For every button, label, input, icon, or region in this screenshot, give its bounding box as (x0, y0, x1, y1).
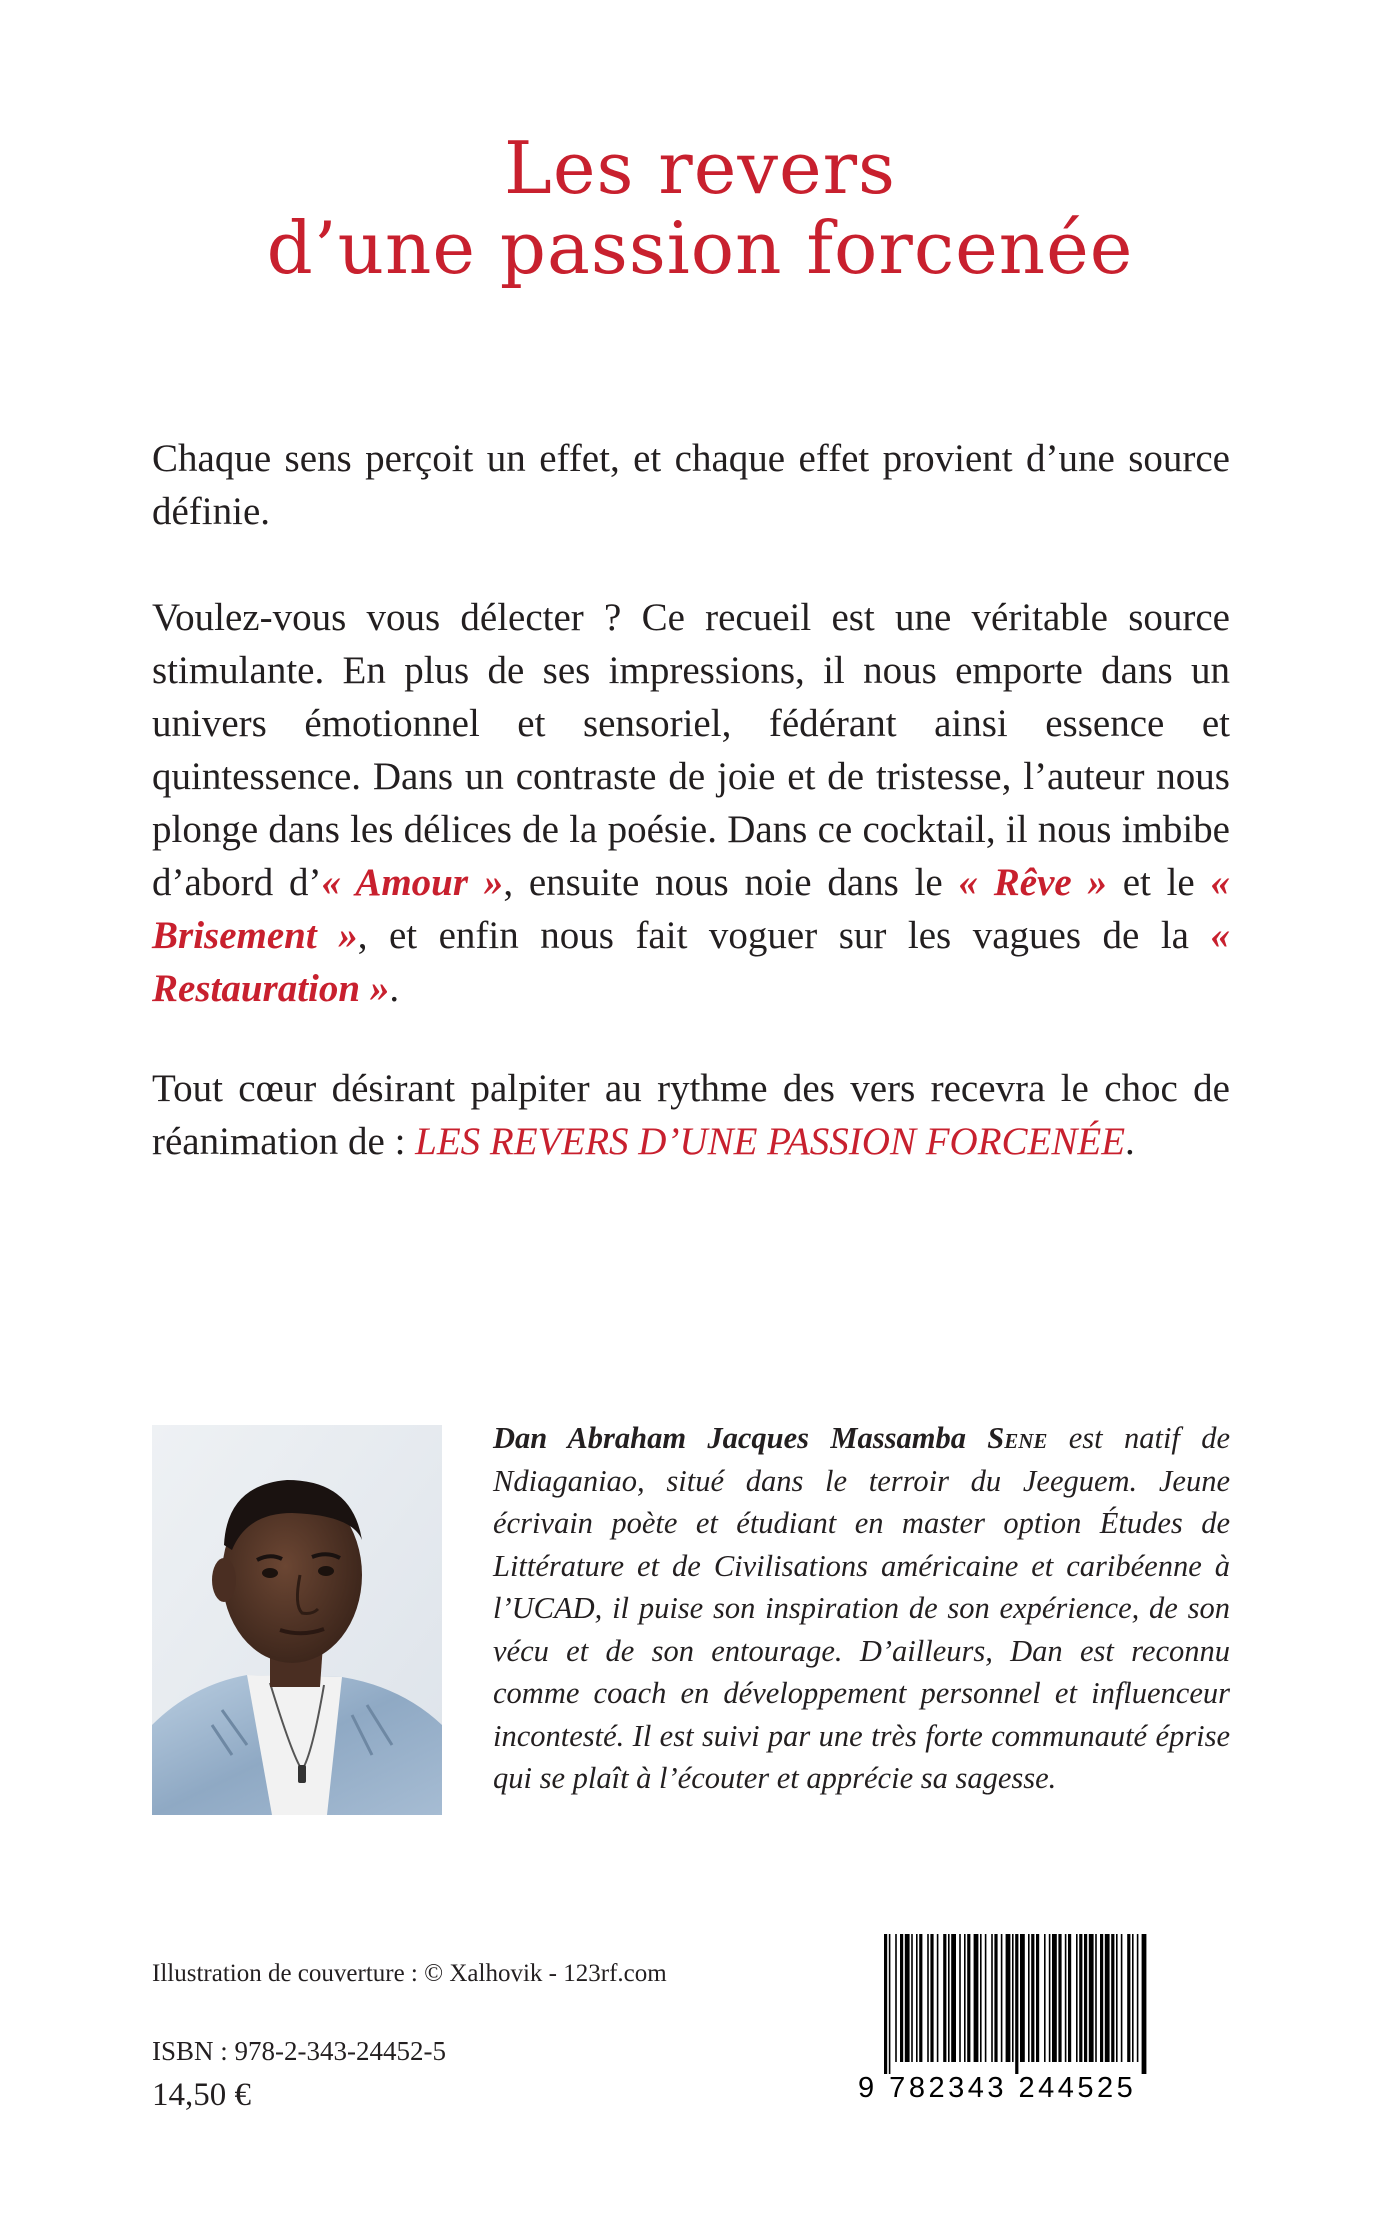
barcode-bar (1031, 1934, 1034, 2062)
barcode-bar (1084, 1934, 1087, 2062)
barcode-bar (1049, 1934, 1051, 2062)
author-photo (152, 1425, 442, 1815)
cover-credit: Illustration de couverture : © Xalhovik - 123rf.com (152, 1960, 667, 1987)
barcode-bar (930, 1934, 933, 2062)
barcode-bar (1137, 1934, 1139, 2062)
closing-text: Tout cœur désirant palpiter au rythme des vers recevra le choc de réanimation de : (152, 1067, 1230, 1163)
barcode-bars (858, 1934, 1230, 2074)
barcode-bar (1044, 1934, 1046, 2062)
keyword-restauration: « Restauration » (152, 914, 1231, 1010)
description-text: , et enfin nous fait voguer sur les vagues de la (357, 914, 1211, 957)
author-name: Dan Abraham Jacques Massamba (493, 1421, 966, 1455)
description-paragraph (152, 591, 1230, 1015)
barcode-bar (1020, 1934, 1025, 2062)
book-title-line-1: Les revers (504, 126, 896, 210)
barcode-bar (967, 1934, 970, 2062)
barcode-bar (964, 1934, 966, 2062)
barcode-bar (1121, 1934, 1123, 2062)
barcode-bar (919, 1934, 922, 2062)
barcode-bar (889, 1934, 891, 2074)
barcode-bar (980, 1934, 982, 2062)
description-text: Voulez-vous vous délecter ? Ce recueil est une véritable source stimulante. En plus de ses impressions, il nous emporte dans un univers émotionnel et sensoriel, fédérant ainsi essence et quintessence. Dans un contraste de joie et de tristesse, l’auteur nous plonge dans les délices de la poésie. Dans ce cocktail, il nous imbibe d’abord d’ (152, 596, 1230, 904)
barcode-bar (1095, 1934, 1097, 2062)
barcode-bar (1052, 1934, 1057, 2062)
barcode-bar (991, 1934, 993, 2062)
barcode-bar (1132, 1934, 1134, 2062)
barcode-bar (1076, 1934, 1078, 2062)
bio-text: est natif de Ndiaganiao, situé dans le terroir du Jeeguem. Jeune écrivain poète et étudiant en master option Études de Littérature et de Civilisations américaine et caribéenne à l’UCAD, il puise son inspiration de son expérience, de son vécu et de son entourage. D’ailleurs, Dan est reconnu comme coach en développement personnel et influenceur incontesté. Il est suivi par une très forte communauté éprise qui se plaît à l’écouter et apprécie sa sagesse. (493, 1421, 1231, 1795)
barcode-bar (1127, 1934, 1130, 2062)
barcode-bar (1068, 1934, 1071, 2062)
barcode-bar (974, 1934, 979, 2062)
barcode-bar (1028, 1934, 1030, 2062)
barcode-number: 9 782343 244525 (858, 2072, 1137, 2104)
author-bio (493, 1417, 1230, 1800)
barcode-bar (927, 1934, 929, 2062)
barcode-bar (1036, 1934, 1039, 2062)
intro-paragraph: Chaque sens perçoit un effet, et chaque effet provient d’une source définie. (152, 437, 1230, 533)
description-text: . (389, 967, 400, 1010)
barcode-bar (895, 1934, 897, 2062)
barcode-bar (1100, 1934, 1103, 2062)
keyword-reve: « Rêve » (958, 861, 1107, 904)
barcode-bar (1058, 1934, 1061, 2062)
barcode-bar (1089, 1934, 1094, 2062)
barcode-bar (948, 1934, 950, 2062)
description-text: , ensuite nous noie dans le (503, 861, 959, 904)
author-surname: Sene (987, 1421, 1048, 1455)
book-title-line-2: d’une passion forcenée (266, 206, 1134, 290)
barcode-bar (1015, 1934, 1018, 2074)
barcode-bar (911, 1934, 913, 2062)
barcode-bar (1142, 1934, 1147, 2074)
barcode (858, 1934, 1230, 2114)
barcode-bar (1105, 1934, 1110, 2062)
barcode-bar (943, 1934, 946, 2062)
price: 14,50 € (152, 2077, 251, 2113)
barcode-bar (1012, 1934, 1014, 2062)
barcode-bar (1001, 1934, 1003, 2062)
barcode-bar (1111, 1934, 1114, 2062)
keyword-brisement: « Brisement » (152, 861, 1230, 957)
barcode-bar (937, 1934, 939, 2062)
barcode-bar (1116, 1934, 1118, 2062)
barcode-bar (884, 1934, 887, 2074)
barcode-bar (985, 1934, 987, 2062)
barcode-bar (900, 1934, 903, 2062)
keyword-amour: « Amour » (321, 861, 504, 904)
isbn: ISBN : 978-2-343-24452-5 (152, 2036, 446, 2066)
barcode-bar (959, 1934, 961, 2062)
closing-paragraph (152, 1062, 1230, 1168)
closing-text: . (1125, 1120, 1135, 1163)
barcode-bar (994, 1934, 997, 2062)
barcode-bar (951, 1934, 956, 2062)
barcode-bar (1006, 1934, 1011, 2062)
book-title-inline: LES REVERS D’UNE PASSION FORCENÉE (415, 1120, 1126, 1163)
barcode-bar (905, 1934, 910, 2062)
barcode-bar (916, 1934, 918, 2062)
description-text: et le (1106, 861, 1211, 904)
barcode-bar (1065, 1934, 1067, 2062)
barcode-bar (1079, 1934, 1082, 2062)
